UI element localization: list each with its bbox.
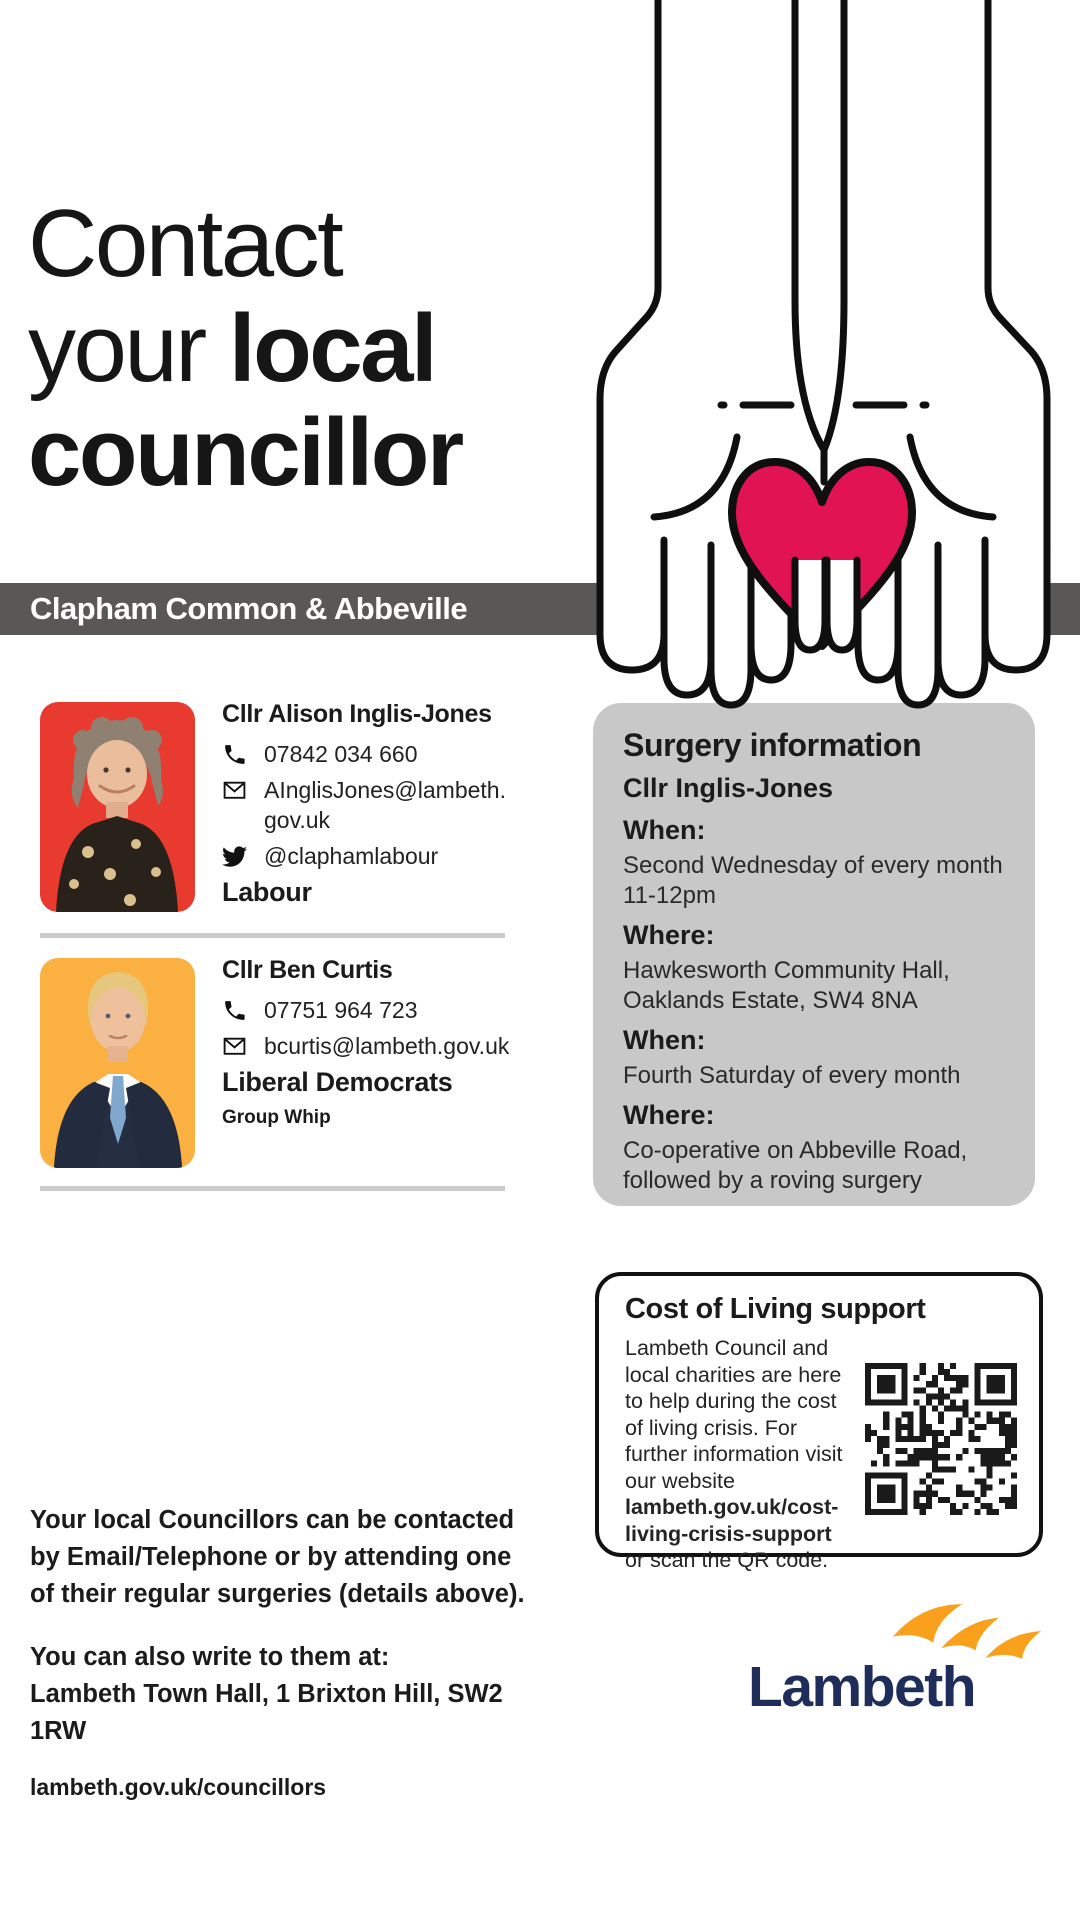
party-label: Labour xyxy=(222,877,312,907)
footer-paragraph-1: Your local Councillors can be contacted by Email/Telephone or by attending one of their regular surgeries (details above). xyxy=(30,1506,525,1608)
ward-banner xyxy=(0,583,1080,635)
cost-of-living-body xyxy=(625,1335,1017,1574)
title-line-3: councillor xyxy=(28,399,462,507)
role-label: Group Whip xyxy=(222,1107,331,1128)
twitter-handle[interactable]: @claphamlabour xyxy=(264,843,439,869)
when-label: When: xyxy=(623,1025,706,1055)
lambeth-logo-text: Lambeth xyxy=(748,1655,976,1719)
councillor-photo-curtis xyxy=(40,958,195,1168)
address-line: Lambeth Town Hall, 1 Brixton Hill, SW2 1RW xyxy=(30,1680,503,1745)
lambeth-logo xyxy=(748,1596,1048,1726)
cost-body-start: Lambeth Council and local charities are here to help during the cost of living crisis. For further information visit our website xyxy=(625,1336,843,1493)
email-row xyxy=(222,1031,522,1061)
cost-of-living-title: Cost of Living support xyxy=(625,1293,926,1325)
cost-body-end: or scan the QR code. xyxy=(625,1548,829,1572)
cost-of-living-box xyxy=(595,1272,1043,1572)
write-to-line: You can also write to them at: xyxy=(30,1643,390,1671)
phone-row xyxy=(222,995,522,1025)
envelope-icon xyxy=(222,775,248,805)
councillor-card-curtis xyxy=(222,956,522,1129)
phone-icon xyxy=(222,739,248,769)
where-label: Where: xyxy=(623,920,715,950)
left-arm xyxy=(654,0,799,320)
when-value: Fourth Saturday of every month xyxy=(623,1062,961,1089)
hand-contours xyxy=(600,0,1047,545)
page-title xyxy=(28,192,462,506)
councillors-website-link[interactable]: lambeth.gov.uk/councillors xyxy=(30,1774,327,1800)
twitter-bird-icon xyxy=(222,841,248,871)
qr-code[interactable] xyxy=(865,1363,1017,1515)
ward-banner-label: Clapham Common & Abbeville xyxy=(30,591,468,626)
phone-number[interactable]: 07842 034 660 xyxy=(264,741,418,767)
twitter-row xyxy=(222,841,522,871)
lambeth-swoosh-icon xyxy=(891,1602,1045,1662)
title-line-2: your local xyxy=(28,294,436,402)
when-value: Second Wednesday of every month 11-12pm xyxy=(623,852,1003,909)
surgery-information-box xyxy=(593,703,1035,1206)
where-value: Hawkesworth Community Hall, Oaklands Estate, SW4 8NA xyxy=(623,957,950,1014)
title-line-1: Contact xyxy=(28,190,342,297)
surgery-councillor: Cllr Inglis-Jones xyxy=(623,773,834,803)
where-value: Co-operative on Abbeville Road, followed by a roving surgery xyxy=(623,1137,968,1194)
councillor-name: Cllr Ben Curtis xyxy=(222,956,393,984)
card-divider xyxy=(40,933,505,938)
email-row xyxy=(222,775,522,835)
right-arm xyxy=(841,0,992,320)
where-label: Where: xyxy=(623,1100,715,1130)
cost-link[interactable]: lambeth.gov.uk/cost-living-crisis-support xyxy=(625,1495,839,1546)
councillor-name: Cllr Alison Inglis-Jones xyxy=(222,700,492,728)
councillor-photo-inglis-jones xyxy=(40,702,195,912)
councillor-card-inglis-jones xyxy=(222,700,522,908)
phone-number[interactable]: 07751 964 723 xyxy=(264,997,418,1023)
footer-contact-info xyxy=(30,1502,538,1801)
email-address[interactable]: bcurtis@lambeth.gov.uk xyxy=(264,1033,510,1059)
surgery-title: Surgery information xyxy=(623,727,922,763)
when-label: When: xyxy=(623,815,706,845)
phone-icon xyxy=(222,995,248,1025)
footer-paragraph-2 xyxy=(30,1639,538,1750)
party-label: Liberal Democrats xyxy=(222,1067,453,1097)
phone-row xyxy=(222,739,522,769)
card-divider xyxy=(40,1186,505,1191)
envelope-icon xyxy=(222,1031,248,1061)
email-address[interactable]: AInglisJones@lambeth. gov.uk xyxy=(264,777,506,833)
